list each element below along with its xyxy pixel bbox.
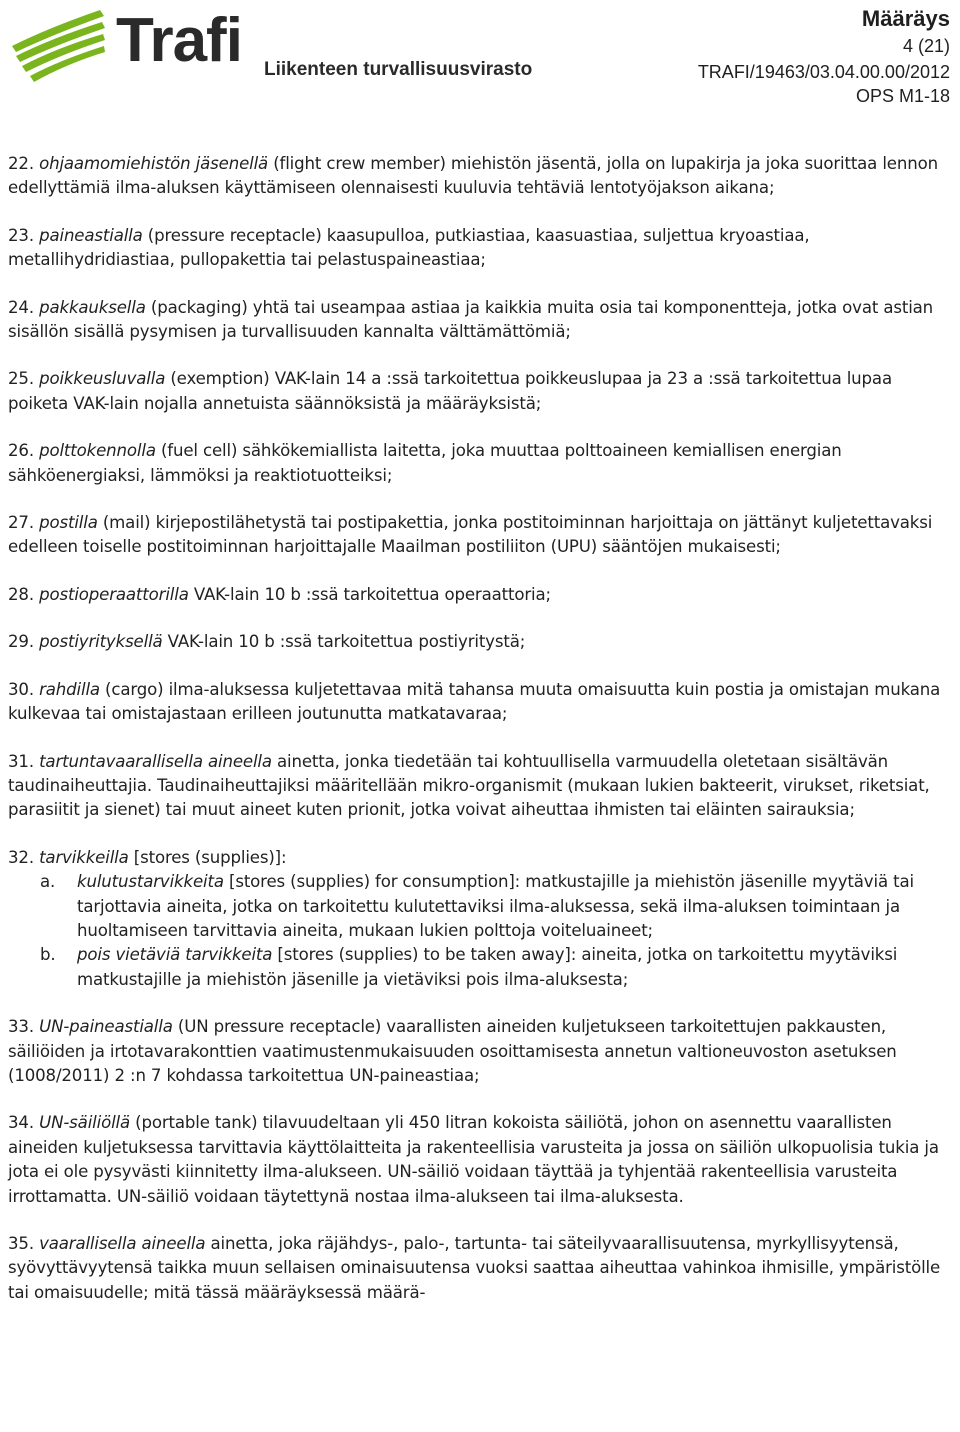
sub-item-term: pois vietäviä tarvikkeita	[77, 945, 273, 965]
definition-heading	[8, 846, 954, 870]
trafi-swoosh-icon	[8, 6, 118, 86]
definition-item	[8, 152, 954, 201]
definition-item	[8, 1232, 954, 1305]
item-number: 31.	[8, 751, 34, 771]
definition-item	[8, 1111, 954, 1209]
definition-term: polttokennolla	[39, 441, 156, 461]
document-ops-code: OPS M1-18	[855, 86, 950, 106]
definition-term: paineastialla	[39, 225, 143, 245]
sub-item-term: kulutustarvikkeita	[77, 872, 224, 892]
definition-item	[8, 296, 954, 345]
sub-item	[8, 870, 954, 943]
item-number: 26.	[8, 441, 34, 461]
definition-text: (exemption) VAK-lain 14 a :ssä tarkoitettua poikkeuslupaa ja 23 a :ssä tarkoitettua lupaa poiketa VAK-lain nojalla annetuista säännöksistä ja määräyksistä;	[8, 369, 892, 413]
item-number: 23.	[8, 225, 34, 245]
definition-item	[8, 678, 954, 727]
definition-text: ainetta, jonka tiedetään tai kohtuullisella varmuudella oletetaan sisältävän taudinaiheuttajia. Taudinaiheuttajiksi määritellään mikro-organismit (mukaan lukien bakteerit, virukset, riketsiat, parasiitit ja sienet) tai muut aineet kuten prionit, jotka voivat aiheuttaa ihmisten tai eläinten sairauksia;	[8, 751, 930, 820]
item-number: 22.	[8, 154, 34, 173]
document-header	[698, 4, 950, 108]
item-number: 24.	[8, 297, 34, 317]
logo-wordmark: Trafi	[116, 6, 242, 75]
item-number: 27.	[8, 513, 34, 533]
definition-item	[8, 367, 954, 416]
definition-text: (mail) kirjepostilähetystä tai postipakettia, jonka postitoiminnan harjoittaja on jättänyt kuljetettavaksi edelleen toiselle postitoiminnan harjoittajalle Maailman postiliiton (UPU) sääntöjen mukaisesti;	[8, 513, 933, 557]
definition-text: [stores (supplies)]:	[128, 847, 287, 867]
sub-item-body	[77, 943, 954, 992]
definition-item-stores	[8, 846, 954, 992]
sub-item-text: [stores (supplies) for consumption]: matkustajille ja miehistön jäsenille myytäviä tai tarjottavia aineita, jotka on tarkoitettu kulutettaviksi ilma-aluksessa, sekä ilma-aluksen toimintaan ja huoltamiseen tarvittavia aineita, mukaan lukien polttoja voiteluaineet;	[77, 872, 914, 940]
definition-term: UN-paineastialla	[39, 1017, 173, 1037]
agency-name: Liikenteen turvallisuusvirasto	[264, 59, 533, 80]
definition-item	[8, 511, 954, 560]
definition-term: rahdilla	[39, 679, 100, 699]
item-number: 28.	[8, 584, 34, 604]
definition-term: vaarallisella aineella	[39, 1234, 206, 1253]
document-type: Määräys	[861, 6, 950, 31]
definition-term: postilla	[39, 513, 98, 533]
item-number: 34.	[8, 1113, 34, 1133]
definition-item	[8, 439, 954, 488]
document-reference: TRAFI/19463/03.04.00.00/2012	[697, 62, 950, 82]
definition-term: UN-säiliöllä	[39, 1113, 131, 1133]
item-number: 29.	[8, 632, 34, 652]
sub-item-letter: a.	[40, 872, 56, 892]
definition-text: VAK-lain 10 b :ssä tarkoitettua operaattoria;	[188, 584, 551, 604]
definition-item	[8, 750, 954, 823]
definition-term: tartuntavaarallisella aineella	[39, 751, 272, 771]
definition-item	[8, 583, 954, 607]
definition-text: (packaging) yhtä tai useampaa astiaa ja kaikkia muita osia tai komponentteja, jotka ovat astian sisällön sisällä pysymisen ja turvallisuuden kannalta välttämättömiä;	[8, 297, 934, 342]
definition-term: postiyrityksellä	[39, 632, 163, 652]
sub-item-body	[77, 870, 954, 943]
definition-term: tarvikkeilla	[39, 847, 129, 867]
sub-item	[8, 943, 954, 992]
page-number: 4 (21)	[902, 36, 950, 56]
definitions-list	[8, 152, 954, 1328]
sub-item-text: [stores (supplies) to be taken away]: aineita, jotka on tarkoitettu myytäviksi matkustajille ja miehistön jäsenille ja vietäviksi pois ilma-aluksesta;	[77, 945, 898, 989]
trafi-logo	[8, 6, 533, 86]
definition-term: pakkauksella	[39, 297, 146, 317]
definition-item	[8, 630, 954, 654]
definition-text: (fuel cell) sähkökemiallista laitetta, joka muuttaa polttoaineen kemiallisen energian sähköenergiaksi, lämmöksi ja reaktiotuotteiksi;	[8, 441, 842, 485]
item-number: 33.	[8, 1017, 34, 1037]
definition-text: (cargo) ilma-aluksessa kuljetettavaa mitä tahansa muuta omaisuutta kuin postia ja omistajan mukana kulkevaa tai omistajastaan erilleen joutunutta matkatavaraa;	[8, 679, 941, 724]
item-number: 35.	[8, 1234, 34, 1253]
definition-text: (flight crew member) miehistön jäsentä, jolla on lupakirja ja joka suorittaa lennon edellyttämiä ilma-aluksen käyttämiseen olennaisesti kuuluvia tehtäviä lentotyöjakson aikana;	[8, 154, 938, 198]
definition-term: ohjaamomiehistön jäsenellä	[39, 154, 269, 173]
definition-text: VAK-lain 10 b :ssä tarkoitettua postiyritystä;	[162, 632, 526, 652]
definition-text: (portable tank) tilavuudeltaan yli 450 litran kokoista säiliötä, johon on asennettu vaarallisten aineiden kuljetuksessa tarvittavia käyttölaitteita ja rakenteellisia varusteita ja jossa on säiliön ulkopuolisia tukia ja jota ei ole pysyvästi kiinnitetty ilma-alukseen. UN-säiliö voidaan täyttää ja tyhjentää rakenteellisia varusteita irrottamatta. UN-säiliö voidaan täytettynä nostaa ilma-alukseen tai ilma-aluksesta.	[8, 1113, 939, 1206]
definition-text: (pressure receptacle) kaasupulloa, putkiastiaa, kaasuastiaa, suljettua kryoastiaa, metallihydridiastiaa, pullopakettia tai pelastuspaineastiaa;	[8, 225, 810, 270]
sub-item-letter: b.	[40, 945, 56, 965]
definition-item	[8, 1015, 954, 1088]
definition-item	[8, 224, 954, 273]
item-number: 25.	[8, 369, 34, 389]
item-number: 30.	[8, 679, 34, 699]
definition-text: ainetta, joka räjähdys-, palo-, tartunta- tai säteilyvaarallisuutensa, myrkyllisyytensä, syövyttävyytensä taikka muun sellaisen ominaisuutensa vuoksi saattaa aiheuttaa vahinkoa ihmisille, ympäristölle tai omaisuudelle; mitä tässä määräyksessä määrä-	[8, 1234, 941, 1302]
definition-term: postioperaattorilla	[39, 584, 189, 604]
definition-text: (UN pressure receptacle) vaarallisten aineiden kuljetukseen tarkoitettujen pakkausten, säiliöiden ja irtotavarakonttien vaatimustenmukaisuuden osoittamisesta annetun valtioneuvoston asetuksen (1008/2011) 2 :n 7 kohdassa tarkoitettua UN-paineastiaa;	[8, 1017, 897, 1085]
definition-term: poikkeusluvalla	[39, 369, 166, 389]
item-number: 32.	[8, 847, 34, 867]
